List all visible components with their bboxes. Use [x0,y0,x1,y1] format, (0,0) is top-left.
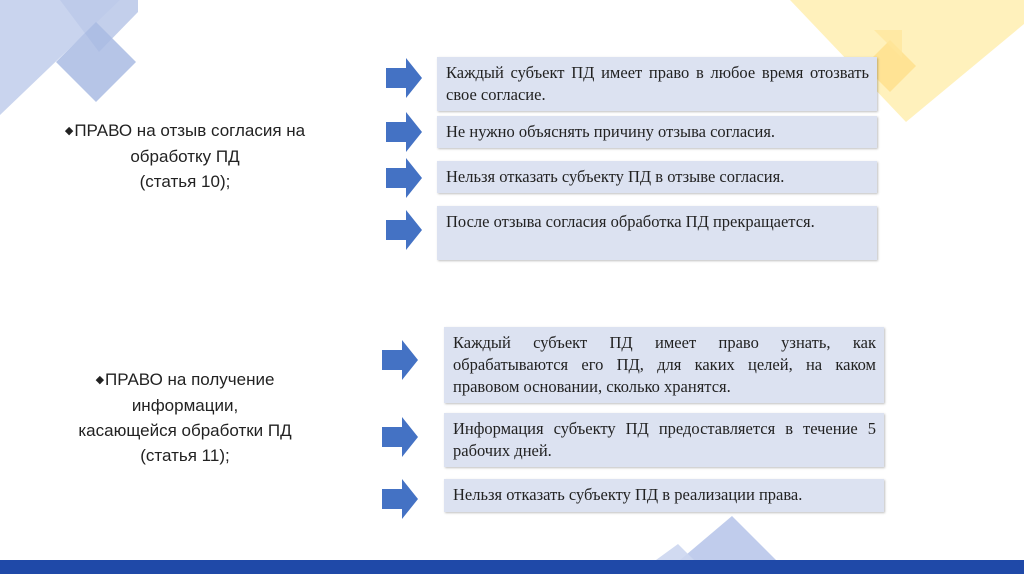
info-box: Каждый субъект ПД имеет право в любое время отозвать свое согласие. [437,57,877,111]
arrow-right-icon [386,58,422,98]
arrow-right-icon [386,158,422,198]
arrow-right-icon [382,417,418,457]
arrow-right-icon [386,210,422,250]
arrow-right-icon [382,340,418,380]
section-2-label: ◆ПРАВО на получение информации, касающейся обработки ПД (статья 11); [78,370,292,465]
info-box: Каждый субъект ПД имеет право узнать, как обрабатываются его ПД, для каких целей, на каком правовом основании, сколько хранятся. [444,327,884,403]
arrow-right-icon [386,112,422,152]
info-box: После отзыва согласия обработка ПД прекращается. [437,206,877,260]
diamond-bullet-icon: ◆ [64,125,74,137]
diamond-bullet-icon: ◆ [95,374,105,386]
arrow-right-icon [382,479,418,519]
info-box: Нельзя отказать субъекту ПД в реализации права. [444,479,884,512]
section-1-label: ◆ПРАВО на отзыв согласия на обработку ПД (статья 10); [64,121,306,191]
info-box: Не нужно объяснять причину отзыва согласия. [437,116,877,148]
decor-bottom-right [650,508,790,560]
info-box: Информация субъекту ПД предоставляется в течение 5 рабочих дней. [444,413,884,467]
info-box: Нельзя отказать субъекту ПД в отзыве согласия. [437,161,877,193]
decor-top-left [0,0,160,130]
bottom-accent-bar [0,560,1024,574]
